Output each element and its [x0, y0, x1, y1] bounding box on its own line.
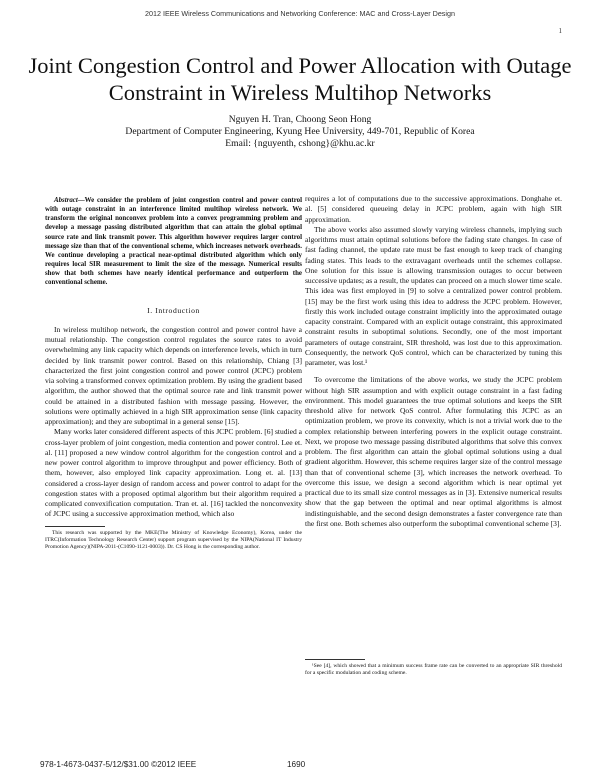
right-column: [305, 194, 562, 529]
intro-paragraph-3: requires a lot of computations due to the successive approximations. Donghahe et. al. [5] considered queueing delay in JCPC problem, again with high SIR approximation.: [305, 194, 562, 224]
abstract: [45, 196, 302, 288]
author-affiliation: Department of Computer Engineering, Kyung Hee University, 449-701, Republic of Korea: [125, 126, 475, 138]
footnote-divider-right: [305, 659, 365, 660]
page-number: 1: [558, 27, 562, 35]
author-email: Email: {nguyenth, cshong}@khu.ac.kr: [225, 138, 375, 150]
conference-header: 2012 IEEE Wireless Communications and Networking Conference: MAC and Cross-Layer Design: [145, 9, 455, 18]
paper-title: Joint Congestion Control and Power Allocation with Outage Constraint in Wireless Multihop Networks: [28, 53, 572, 105]
author-names: Nguyen H. Tran, Choong Seon Hong: [228, 114, 372, 125]
right-footnote-area: [305, 653, 562, 677]
section-heading-introduction: I. Introduction: [147, 305, 200, 315]
intro-paragraph-4: The above works also assumed slowly varying wireless channels, implying such algorithms must attain optimal solutions before the fading state changes. In case of fast fading channel, the update rate must be fast enough to keep track of changing fading states. This leads to the extravagant overheads until the schemes collapse. One solution for this issue is allowing transmission outages to occur between successive updates; as a result, the updates can proceed on a much slower time scale. This idea was first employed in [9] to solve a centralized power control problem. [15] may be the first work using this idea to address the JCPC problem. However, firstly this work included outage constraint implicitly into the approximated outage capacity constraint. Compared with an explicit outage constraint, this approximated constraint results in suboptimal solutions. Secondly, one of the most important parameters of outage constraint, SIR threshold, was lost due to this approximation. Consequently, the network QoS control, which can be characterized by tuning this parameter, was lost.¹: [305, 224, 562, 367]
author-block: [0, 114, 600, 151]
footer-page-number: 1690: [287, 760, 306, 769]
abstract-text: —We consider the problem of joint congestion control and power control with outage constraint in an interference limited multihop wireless network. We transform the original nonconvex problem into a convex programming problem and develop a message passing distributed algorithm that can attain the global optimal source rate and link transmit power. This algorithm however requires larger control message size than that of the conventional scheme, which increases network overheads. We continue developing a practical near-optimal distributed algorithm which only requires local SIR measurement to limit the size of the message. Numerical results show that both schemes have nearly identical performance and outperform the conventional scheme.: [45, 197, 302, 287]
footer-isbn: 978-1-4673-0437-5/12/$31.00 ©2012 IEEE: [40, 760, 197, 769]
funding-footnote: This research was supported by the MKE(The Ministry of Knowledge Economy), Korea, under the ITRC(Information Technology Research Center) support program supervised by the NIPA(National IT Industry Promotion Agency)(NIPA-2011-(C1090-1121-0003)). Dr. CS Hong is the corresponding author.: [45, 529, 302, 550]
intro-paragraph-2: Many works later considered different aspects of this JCPC problem. [6] studied a cross-layer problem of joint congestion, media contention and power control. Lee et. al. [11] proposed a new window control algorithm for the congestion control and a new power control algorithm to improve throughput and power efficiency. Both of them, however, also employed link capacity approximation. Long et. al. [13] considered a cross-layer design of random access and power control to adapt for the congestion states with a proposed optimal algorithm but their algorithm required a complicated convexification computation. Tran et. al. [16] tackled the nonconvexity of JCPC using a successive approximation method, which also: [45, 427, 302, 519]
intro-paragraph-1: In wireless multihop network, the congestion control and power control have a mutual relationship. The congestion control regulates the source rates to avoid overwhelming any link capacity which depends on interference levels, which in turn decided by link transmit power control. Based on this relationship, Chiang [3] characterized the first joint congestion control and power control (JCPC) problem via solving a transformed convex optimization problem. By using the gradient based algorithm, the author showed that the optimal source rate and link transmit power could be attained in a distributed fashion with message passing. However, the solutions were optimally achieved in a high SIR approximation sense (link capacity approximation); and they are suboptimal in a general sense [15].: [45, 324, 302, 427]
intro-paragraph-5: To overcome the limitations of the above works, we study the JCPC problem without high SIR assumption and with explicit outage constraint in a fast fading environment. This model guarantees the true optimal solutions and keeps the SIR threshold alive for network QoS control. After formulating this JCPC as an optimization problem, we prove its convexity, which is not a trivial work due to the complex relationship between interfering powers in the explicit outage constraint. Next, we propose two message passing distributed algorithms that solve this convex problem. The first algorithm can attain the global optimal solutions using a dual gradient algorithm. However, this scheme requires larger size of the control message than that of conventional scheme [3], which increases the network overhead. To overcome this issue, we design a second algorithm which is near optimal yet practical due to its small size control messages as in [3]. Extensive numerical results show that the gap between the optimal and near optimal algorithms is almost indistinguishable, and the second design demonstrates a faster convergence rate than the first one. Both schemes also outperform the suboptimal conventional scheme [3].: [305, 375, 562, 528]
left-column: [45, 196, 302, 551]
footnote-1: ¹See [4], which showed that a minimum success frame rate can be converted to an appropriate SIR threshold for a specific modulation and coding scheme.: [305, 663, 562, 677]
paragraph-gap: [305, 368, 562, 375]
footnote-divider: [45, 526, 105, 527]
abstract-label: Abstract: [54, 197, 78, 204]
